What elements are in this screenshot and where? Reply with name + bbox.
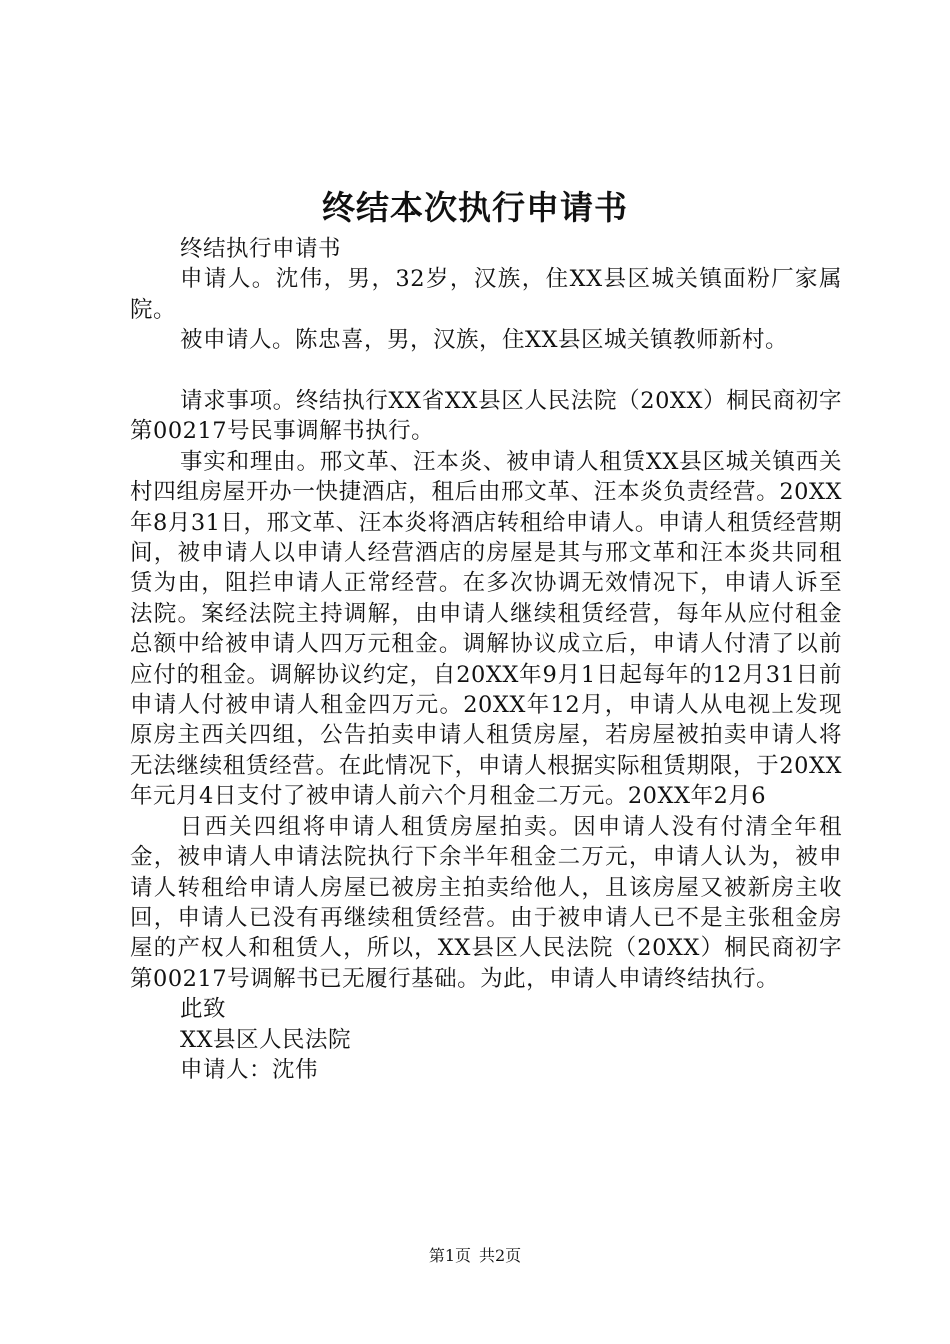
facts-continued-paragraph: 日西关四组将申请人租赁房屋拍卖。因申请人没有付清全年租金，被申请人申请法院执行下余半年租金二万元，申请人认为，被申请人转租给申请人房屋已被房主拍卖给他人，且该房屋又被新房主收回，申请人已没有再继续租赁经营。由于被申请人已不是主张租金房屋的产权人和租赁人，所以，XX县区人民法院（20XX）桐民商初字第00217号调解书已无履行基础。为此，申请人申请终结执行。 bbox=[130, 813, 842, 992]
blank-line bbox=[130, 356, 842, 386]
respondent-paragraph: 被申请人。陈忠喜，男，汉族，住XX县区城关镇教师新村。 bbox=[180, 327, 789, 354]
request-paragraph: 请求事项。终结执行XX省XX县区人民法院（20XX）桐民商初字第00217号民事调解书执行。 bbox=[130, 388, 842, 445]
applicant-paragraph: 申请人。沈伟，男，32岁，汉族，住XX县区城关镇面粉厂家属院。 bbox=[130, 266, 842, 323]
signature-paragraph: 申请人：沈伟 bbox=[180, 1056, 319, 1083]
subtitle-paragraph: 终结执行申请书 bbox=[180, 236, 342, 262]
page-footer bbox=[0, 1244, 950, 1268]
page-total: 共2页 bbox=[479, 1246, 522, 1265]
document-body bbox=[130, 234, 842, 1085]
page-number: 第1页 bbox=[428, 1246, 471, 1265]
facts-paragraph: 事实和理由。邢文革、汪本炎、被申请人租赁XX县区城关镇西关村四组房屋开办一快捷酒店，租后由邢文革、汪本炎负责经营。20XX年8月31日，邢文革、汪本炎将酒店转租给申请人。申请人租赁经营期间，被申请人以申请人经营酒店的房屋是其与邢文革和汪本炎共同租赁为由，阻拦申请人正常经营。在多次协调无效情况下，申请人诉至法院。案经法院主持调解，由申请人继续租赁经营，每年从应付租金总额中给被申请人四万元租金。调解协议成立后，申请人付清了以前应付的租金。调解协议约定，自20XX年9月1日起每年的12月31日前申请人付被申请人租金四万元。20XX年12月，申请人从电视上发现原房主西关四组，公告拍卖申请人租赁房屋，若房屋被拍卖申请人将无法继续租赁经营。在此情况下，申请人根据实际租赁期限，于20XX年元月4日支付了被申请人前六个月租金二万元。20XX年2月6 bbox=[130, 448, 842, 810]
document-title: 终结本次执行申请书 bbox=[322, 188, 628, 227]
court-paragraph: XX县区人民法院 bbox=[180, 1026, 352, 1053]
closing-paragraph: 此致 bbox=[180, 996, 227, 1023]
